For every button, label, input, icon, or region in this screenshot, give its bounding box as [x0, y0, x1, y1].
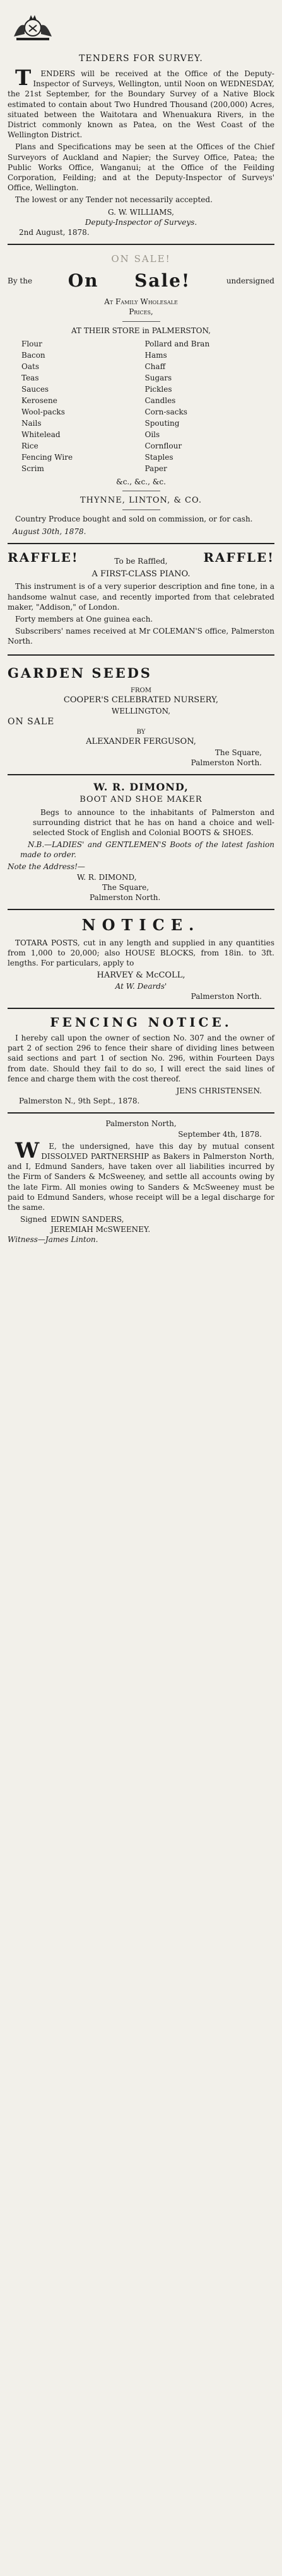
goods-item: Oats	[21, 362, 39, 371]
fencing-paragraph: I hereby call upon the owner of section No. 307 and the owner of part 2 of section 296 to fence their share of dividing lines between said sections and part 1 of section No. 296, within Fourteen Days from date. Should they fail to do so, I will erect the said lines of fence and charge them with the cost thereof.	[8, 1034, 274, 1083]
fencing-notice-ad	[8, 1009, 274, 1114]
goods-item: Teas	[21, 373, 39, 382]
dimond-signature: W. R. DIMOND,	[77, 872, 137, 882]
raffle-right: RAFFLE!	[203, 549, 274, 565]
goods-item: Scrim	[21, 464, 44, 473]
raffle-ad	[8, 544, 274, 656]
on-sale-ad	[8, 245, 274, 544]
notice-heading: NOTICE.	[81, 916, 201, 935]
raffle-header	[8, 549, 274, 566]
goods-item: Sugars	[144, 373, 172, 382]
goods-item: Oils	[144, 430, 160, 439]
on-sale-date: August 30th, 1878.	[13, 527, 86, 536]
tenders-date: 2nd August, 1878.	[19, 227, 90, 237]
goods-item: Bacon	[21, 350, 45, 360]
goods-item: Fencing Wire	[21, 452, 73, 462]
tenders-para-3: The lowest or any Tender not necessarily accepted.	[15, 195, 213, 205]
dissolution-signatures	[8, 1214, 274, 1234]
dimond-ad	[8, 775, 274, 910]
tenders-signature: G. W. WILLIAMS,	[108, 207, 174, 217]
goods-item: Spouting	[144, 418, 180, 428]
garden-nursery: COOPER'S CELEBRATED NURSERY,	[63, 695, 219, 705]
firm-name: THYNNE, LINTON, & CO.	[79, 495, 203, 505]
tenders-heading: TENDERS FOR SURVEY.	[79, 54, 203, 64]
undersigned-text: undersigned	[226, 276, 274, 286]
notice-at: At W. Deards'	[115, 981, 167, 991]
goods-item: Hams	[144, 350, 167, 360]
raffle-para-3: Subscribers' names received at Mr COLEMAN'S office, Palmerston North.	[8, 627, 274, 646]
produce-line: Country Produce bought and sold on commission, or for cash.	[15, 515, 253, 524]
raffle-middle: To be Raffled,	[114, 557, 168, 566]
goods-item: Corn-sacks	[144, 407, 187, 416]
prices-line: Prices,	[129, 307, 153, 317]
tenders-para-2: Plans and Specifications may be seen at the Offices of the Chief Surveyors of Auckland and Napier; the Survey Office, Patea; the Public Works Office, Wanganui; at the Office of the Feilding Corporation, Feilding; and at the Deputy-Inspector of Surveys' Office, Wellington.	[8, 142, 274, 193]
goods-left-col	[21, 338, 138, 474]
dimond-name: W. R. DIMOND,	[93, 781, 189, 794]
newspaper-column	[0, 0, 282, 1258]
notice-paragraph: TOTARA POSTS, cut in any length and supplied in any quantities from 1,000 to 20,000; also HOUSE BLOCKS, from 18in. to 3ft. lengths. For particulars, apply to	[8, 938, 274, 967]
goods-item: Nails	[21, 418, 42, 428]
goods-list	[8, 336, 274, 477]
garden-by: BY	[136, 728, 146, 736]
garden-heading: GARDEN SEEDS	[8, 665, 152, 681]
garden-place: WELLINGTON,	[111, 706, 171, 715]
fencing-date: Palmerston N., 9th Sept., 1878.	[19, 1097, 140, 1106]
dissolution-date: September 4th, 1878.	[178, 1129, 262, 1139]
on-sale-faded-header: ON SALE!	[111, 253, 171, 265]
sale-word: Sale!	[134, 270, 191, 292]
dissolution-ad	[8, 1114, 274, 1251]
dimond-address-1: The Square,	[102, 882, 150, 892]
tenders-para-1: TENDERS will be received at the Office of the Deputy-Inspector of Surveys, Wellington, until Noon on WEDNESDAY, the 21st September, for the Boundary Survey of a Native Block estimated to contain about Two Hundred Thousand (200,000) Acres, situated between the Waitotara and Whenuakura Rivers, in the District commonly known as Patea, on the West Coast of the Wellington District.	[8, 66, 274, 140]
dissolution-place: Palmerston North,	[105, 1119, 177, 1129]
by-the-text: By the	[8, 276, 33, 286]
signature-block	[50, 1214, 150, 1234]
goods-item: Pickles	[144, 384, 172, 394]
goods-item: Chaff	[144, 362, 166, 371]
store-line: AT THEIR STORE in PALMERSTON,	[71, 326, 211, 335]
raffle-para-2: Forty members at One guinea each.	[15, 614, 153, 624]
goods-item: Pollard and Bran	[144, 339, 210, 348]
garden-from: FROM	[131, 687, 151, 694]
signature-2: JEREMIAH McSWEENEY.	[50, 1225, 151, 1234]
etc-line: &c., &c., &c.	[116, 477, 166, 486]
goods-item: Kerosene	[21, 396, 57, 405]
garden-address-2: Palmerston North.	[191, 758, 262, 768]
dimond-nb: N.B.—LADIES' and GENTLEMEN'S Boots of the latest fashion made to order.	[20, 840, 274, 860]
garden-on-sale: ON SALE	[8, 717, 55, 727]
royal-crest-icon	[8, 9, 58, 43]
goods-item: Whitelead	[21, 430, 61, 439]
goods-item: Rice	[21, 441, 38, 450]
goods-item: Flour	[21, 339, 42, 348]
on-sale-line	[8, 269, 274, 293]
divider	[122, 321, 160, 322]
tenders-ad	[8, 4, 274, 245]
signed-label: Signed	[20, 1215, 47, 1224]
goods-item: Sauces	[21, 384, 49, 394]
goods-item: Staples	[144, 452, 173, 462]
garden-seller: ALEXANDER FERGUSON,	[86, 737, 196, 747]
dimond-note: Note the Address!—	[8, 862, 85, 872]
fencing-signature: JENS CHRISTENSEN.	[176, 1086, 262, 1095]
goods-right-col	[145, 338, 261, 474]
on-word: On	[68, 270, 99, 292]
goods-item: Candles	[144, 396, 176, 405]
goods-item: Cornflour	[144, 441, 182, 450]
dimond-address-2: Palmerston North.	[90, 893, 161, 902]
fencing-heading: FENCING NOTICE.	[50, 1015, 232, 1030]
tenders-role: Deputy-Inspector of Surveys.	[85, 217, 197, 227]
totara-notice-ad	[8, 910, 274, 1009]
garden-address-1: The Square,	[214, 748, 262, 757]
goods-item: Paper	[144, 464, 167, 473]
raffle-left: RAFFLE!	[8, 549, 79, 565]
dissolution-paragraph: WE, the undersigned, have this day by mutual consent DISSOLVED PARTNERSHIP as Bakers in Palmerston North, and I, Edmund Sanders, have taken over all liabilities incurred by the Firm of Sanders & McSweeney, and settle all accounts owing by the late Firm. All monies owing to Sanders & McSweeney must be paid to Edmund Sanders, whose receipt will be a legal discharge for the same.	[8, 1137, 274, 1212]
raffle-title: A FIRST-CLASS PIANO.	[91, 569, 191, 579]
dimond-paragraph: Begs to announce to the inhabitants of Palmerston and surrounding district that he has on hand a choice and well-selected Stock of English and Colonial BOOTS & SHOES.	[33, 807, 274, 837]
witness-line: Witness—James Linton.	[8, 1235, 98, 1245]
garden-seeds-ad	[8, 656, 274, 775]
notice-place: Palmerston North.	[191, 991, 262, 1001]
wholesale-line: At Family Wholesale	[104, 297, 178, 307]
raffle-para-1: This instrument is of a very superior description and fine tone, in a handsome walnut case, and recently imported from that celebrated maker, "Addison," of London.	[8, 582, 274, 612]
notice-firm: HARVEY & McCOLL,	[97, 971, 185, 981]
dimond-trade: BOOT AND SHOE MAKER	[79, 794, 203, 804]
signature-1: EDWIN SANDERS,	[50, 1215, 124, 1224]
goods-item: Wool-packs	[21, 407, 65, 416]
